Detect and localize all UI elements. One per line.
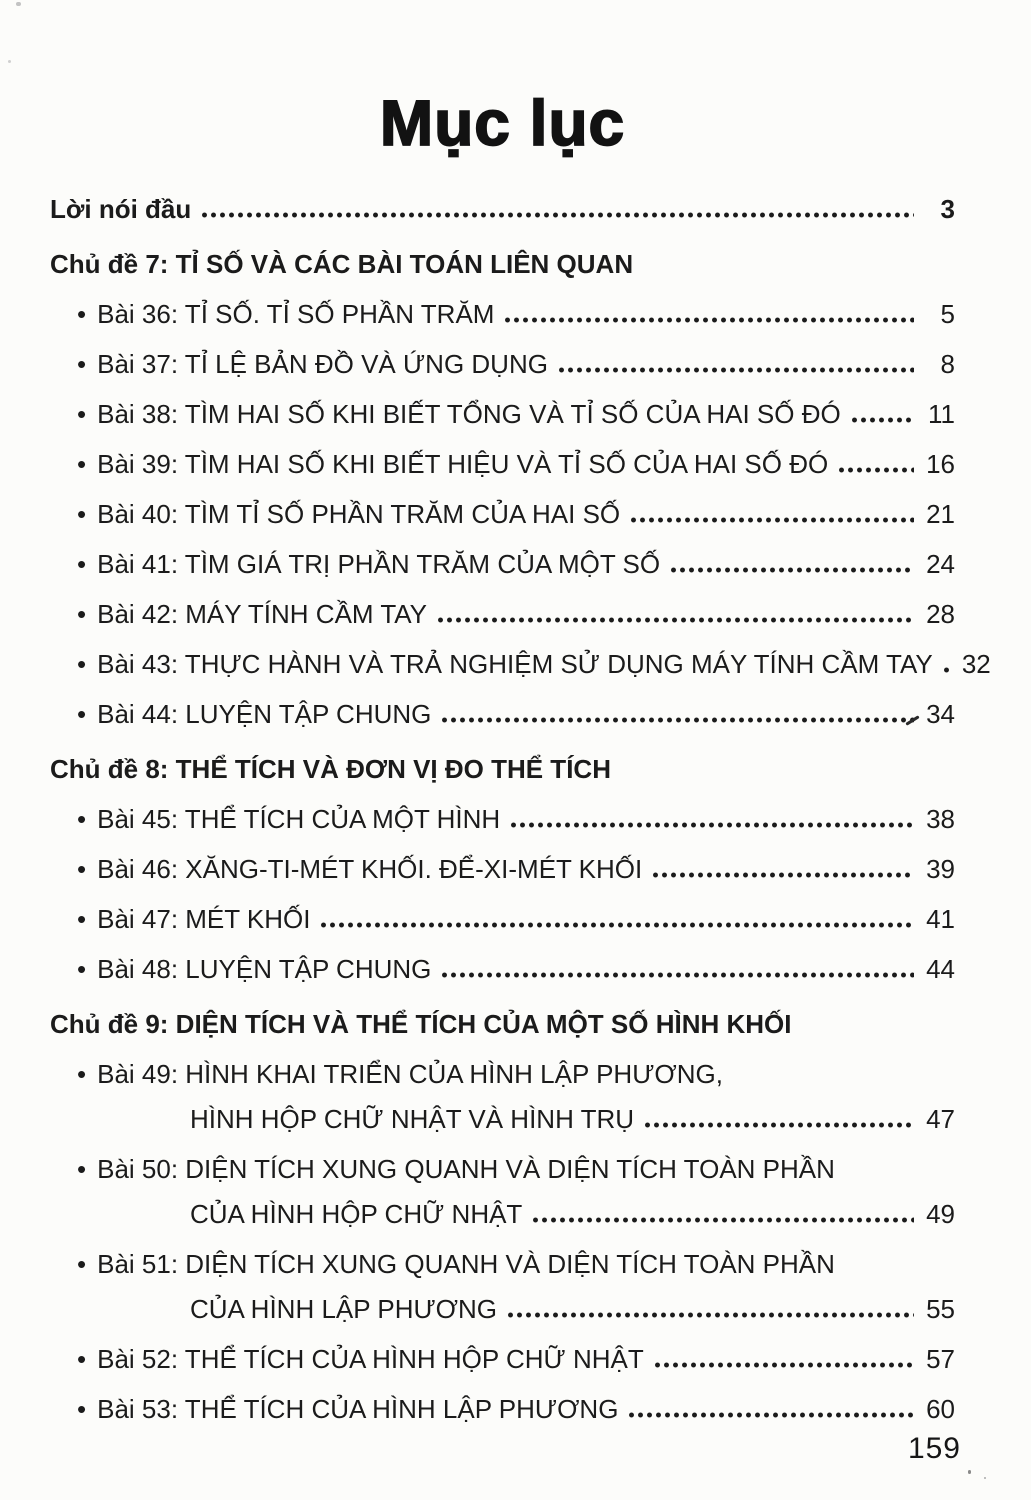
bullet-icon: • bbox=[77, 1249, 87, 1279]
toc-chapter-row bbox=[50, 247, 955, 281]
entry-page-number: 60 bbox=[926, 1394, 955, 1424]
bullet-icon: • bbox=[77, 1344, 87, 1374]
page-title: Mục lục bbox=[379, 87, 626, 159]
dot-leader bbox=[942, 667, 950, 673]
entry-label: Bài 50: DIỆN TÍCH XUNG QUANH VÀ DIỆN TÍCH TOÀN PHẦN bbox=[97, 1154, 835, 1184]
scan-artifact bbox=[16, 2, 21, 6]
toc-entry-continuation-row bbox=[50, 1197, 955, 1231]
bullet-icon: • bbox=[77, 349, 87, 379]
dot-leader bbox=[669, 567, 914, 573]
bullet-icon: • bbox=[77, 1154, 87, 1184]
toc-lesson-row bbox=[50, 1342, 955, 1376]
toc-lesson-row bbox=[50, 547, 955, 581]
entry-page-number: 57 bbox=[926, 1344, 955, 1374]
entry-page-number: 44 bbox=[926, 954, 955, 984]
entry-label: Bài 42: MÁY TÍNH CẦM TAY bbox=[97, 599, 428, 629]
entry-page-number: 24 bbox=[926, 549, 955, 579]
dot-leader bbox=[509, 822, 914, 828]
dot-leader bbox=[440, 972, 914, 978]
entry-page-number: 8 bbox=[940, 349, 955, 379]
toc-list bbox=[50, 192, 991, 1426]
entry-label: Chủ đề 7: TỈ SỐ VÀ CÁC BÀI TOÁN LIÊN QUAN bbox=[50, 249, 634, 279]
entry-label: Lời nói đầu bbox=[50, 194, 192, 224]
bullet-icon: • bbox=[77, 299, 87, 329]
bullet-icon: • bbox=[77, 449, 87, 479]
entry-label: Bài 41: TÌM GIÁ TRỊ PHẦN TRĂM CỦA MỘT SỐ bbox=[97, 549, 661, 579]
entry-page-number: 39 bbox=[926, 854, 955, 884]
dot-leader bbox=[200, 212, 914, 218]
scan-artifact bbox=[968, 1470, 971, 1474]
bullet-icon: • bbox=[77, 1394, 87, 1424]
entry-label: Bài 44: LUYỆN TẬP CHUNG bbox=[97, 699, 432, 729]
toc-lesson-row bbox=[50, 347, 955, 381]
folio-page-number: 159 bbox=[907, 1432, 961, 1465]
dot-leader bbox=[627, 1412, 914, 1418]
scan-artifact bbox=[8, 60, 11, 63]
entry-label-continuation: CỦA HÌNH HỘP CHỮ NHẬT bbox=[190, 1199, 523, 1229]
entry-page-number: 21 bbox=[926, 499, 955, 529]
entry-label: Bài 47: MÉT KHỐI bbox=[97, 904, 311, 934]
bullet-icon: • bbox=[77, 649, 87, 679]
entry-page-number: 47 bbox=[926, 1104, 955, 1134]
entry-label: Chủ đề 8: THỂ TÍCH VÀ ĐƠN VỊ ĐO THỂ TÍCH bbox=[50, 754, 611, 784]
dot-leader bbox=[653, 1362, 914, 1368]
entry-page-number: 34 bbox=[926, 699, 955, 729]
toc-lesson-row bbox=[50, 597, 955, 631]
entry-label-continuation: HÌNH HỘP CHỮ NHẬT VÀ HÌNH TRỤ bbox=[190, 1104, 635, 1134]
dot-leader bbox=[506, 1312, 914, 1318]
entry-label: Bài 48: LUYỆN TẬP CHUNG bbox=[97, 954, 432, 984]
entry-page-number: 5 bbox=[940, 299, 955, 329]
entry-page-number: 38 bbox=[926, 804, 955, 834]
entry-label: Bài 46: XĂNG-TI-MÉT KHỐI. ĐỂ-XI-MÉT KHỐI bbox=[97, 854, 643, 884]
toc-lesson-row bbox=[50, 1057, 955, 1091]
entry-label: Bài 39: TÌM HAI SỐ KHI BIẾT HIỆU VÀ TỈ SỐ CỦA HAI SỐ ĐÓ bbox=[97, 449, 829, 479]
dot-leader bbox=[319, 922, 914, 928]
dot-leader bbox=[651, 872, 914, 878]
bullet-icon: • bbox=[77, 954, 87, 984]
toc-lesson-row bbox=[50, 802, 955, 836]
dot-leader bbox=[643, 1122, 914, 1128]
toc-chapter-row bbox=[50, 1007, 955, 1041]
bullet-icon: • bbox=[77, 854, 87, 884]
bullet-icon: • bbox=[77, 1059, 87, 1089]
entry-page-number: 41 bbox=[926, 904, 955, 934]
toc-lesson-row bbox=[50, 697, 955, 731]
dot-leader bbox=[531, 1217, 914, 1223]
dot-leader bbox=[440, 717, 914, 723]
scan-artifact bbox=[984, 1477, 986, 1479]
bullet-icon: • bbox=[77, 804, 87, 834]
dot-leader bbox=[436, 617, 914, 623]
entry-label: Chủ đề 9: DIỆN TÍCH VÀ THỂ TÍCH CỦA MỘT SỐ HÌNH KHỐI bbox=[50, 1009, 792, 1039]
bullet-icon: • bbox=[77, 549, 87, 579]
toc-lesson-row bbox=[50, 902, 955, 936]
entry-page-number: 49 bbox=[926, 1199, 955, 1229]
entry-label: Bài 36: TỈ SỐ. TỈ SỐ PHẦN TRĂM bbox=[97, 299, 495, 329]
toc-lesson-row bbox=[50, 447, 955, 481]
toc-lesson-row bbox=[50, 297, 955, 331]
entry-label: Bài 45: THỂ TÍCH CỦA MỘT HÌNH bbox=[97, 804, 501, 834]
dot-leader bbox=[503, 317, 914, 323]
bullet-icon: • bbox=[77, 499, 87, 529]
toc-chapter-row bbox=[50, 752, 955, 786]
entry-label: Bài 37: TỈ LỆ BẢN ĐỒ VÀ ỨNG DỤNG bbox=[97, 349, 548, 379]
toc-lesson-row bbox=[50, 1152, 955, 1186]
toc-lesson-row bbox=[50, 1247, 955, 1281]
entry-label: Bài 40: TÌM TỈ SỐ PHẦN TRĂM CỦA HAI SỐ bbox=[97, 499, 621, 529]
entry-page-number: 3 bbox=[940, 194, 955, 224]
bullet-icon: • bbox=[77, 699, 87, 729]
entry-label: Bài 53: THỂ TÍCH CỦA HÌNH LẬP PHƯƠNG bbox=[97, 1394, 619, 1424]
toc-lesson-row bbox=[50, 852, 955, 886]
entry-page-number: 11 bbox=[928, 399, 955, 429]
entry-page-number: 55 bbox=[926, 1294, 955, 1324]
dot-leader bbox=[629, 517, 914, 523]
toc-lesson-row bbox=[50, 952, 955, 986]
toc-lesson-row bbox=[50, 497, 955, 531]
dot-leader bbox=[557, 367, 914, 373]
entry-label: Bài 49: HÌNH KHAI TRIỂN CỦA HÌNH LẬP PHƯƠNG, bbox=[97, 1059, 723, 1089]
dot-leader bbox=[850, 417, 914, 423]
entry-label-continuation: CỦA HÌNH LẬP PHƯƠNG bbox=[190, 1294, 497, 1324]
bullet-icon: • bbox=[77, 904, 87, 934]
entry-page-number: 28 bbox=[926, 599, 955, 629]
toc-entry-continuation-row bbox=[50, 1292, 955, 1326]
entry-label: Bài 52: THỂ TÍCH CỦA HÌNH HỘP CHỮ NHẬT bbox=[97, 1344, 644, 1374]
toc-lesson-row bbox=[50, 397, 955, 431]
entry-label: Bài 43: THỰC HÀNH VÀ TRẢ NGHIỆM SỬ DỤNG MÁY TÍNH CẦM TAY bbox=[97, 649, 933, 679]
toc-front-row bbox=[50, 192, 955, 226]
toc-lesson-row bbox=[50, 1392, 955, 1426]
dot-leader bbox=[837, 467, 914, 473]
bullet-icon: • bbox=[77, 399, 87, 429]
entry-page-number: 32 bbox=[961, 649, 991, 679]
entry-label: Bài 51: DIỆN TÍCH XUNG QUANH VÀ DIỆN TÍCH TOÀN PHẦN bbox=[97, 1249, 835, 1279]
toc-entry-continuation-row bbox=[50, 1102, 955, 1136]
entry-page-number: 16 bbox=[926, 449, 955, 479]
entry-label: Bài 38: TÌM HAI SỐ KHI BIẾT TỔNG VÀ TỈ SỐ CỦA HAI SỐ ĐÓ bbox=[97, 399, 841, 429]
toc-lesson-row bbox=[50, 647, 991, 681]
bullet-icon: • bbox=[77, 599, 87, 629]
